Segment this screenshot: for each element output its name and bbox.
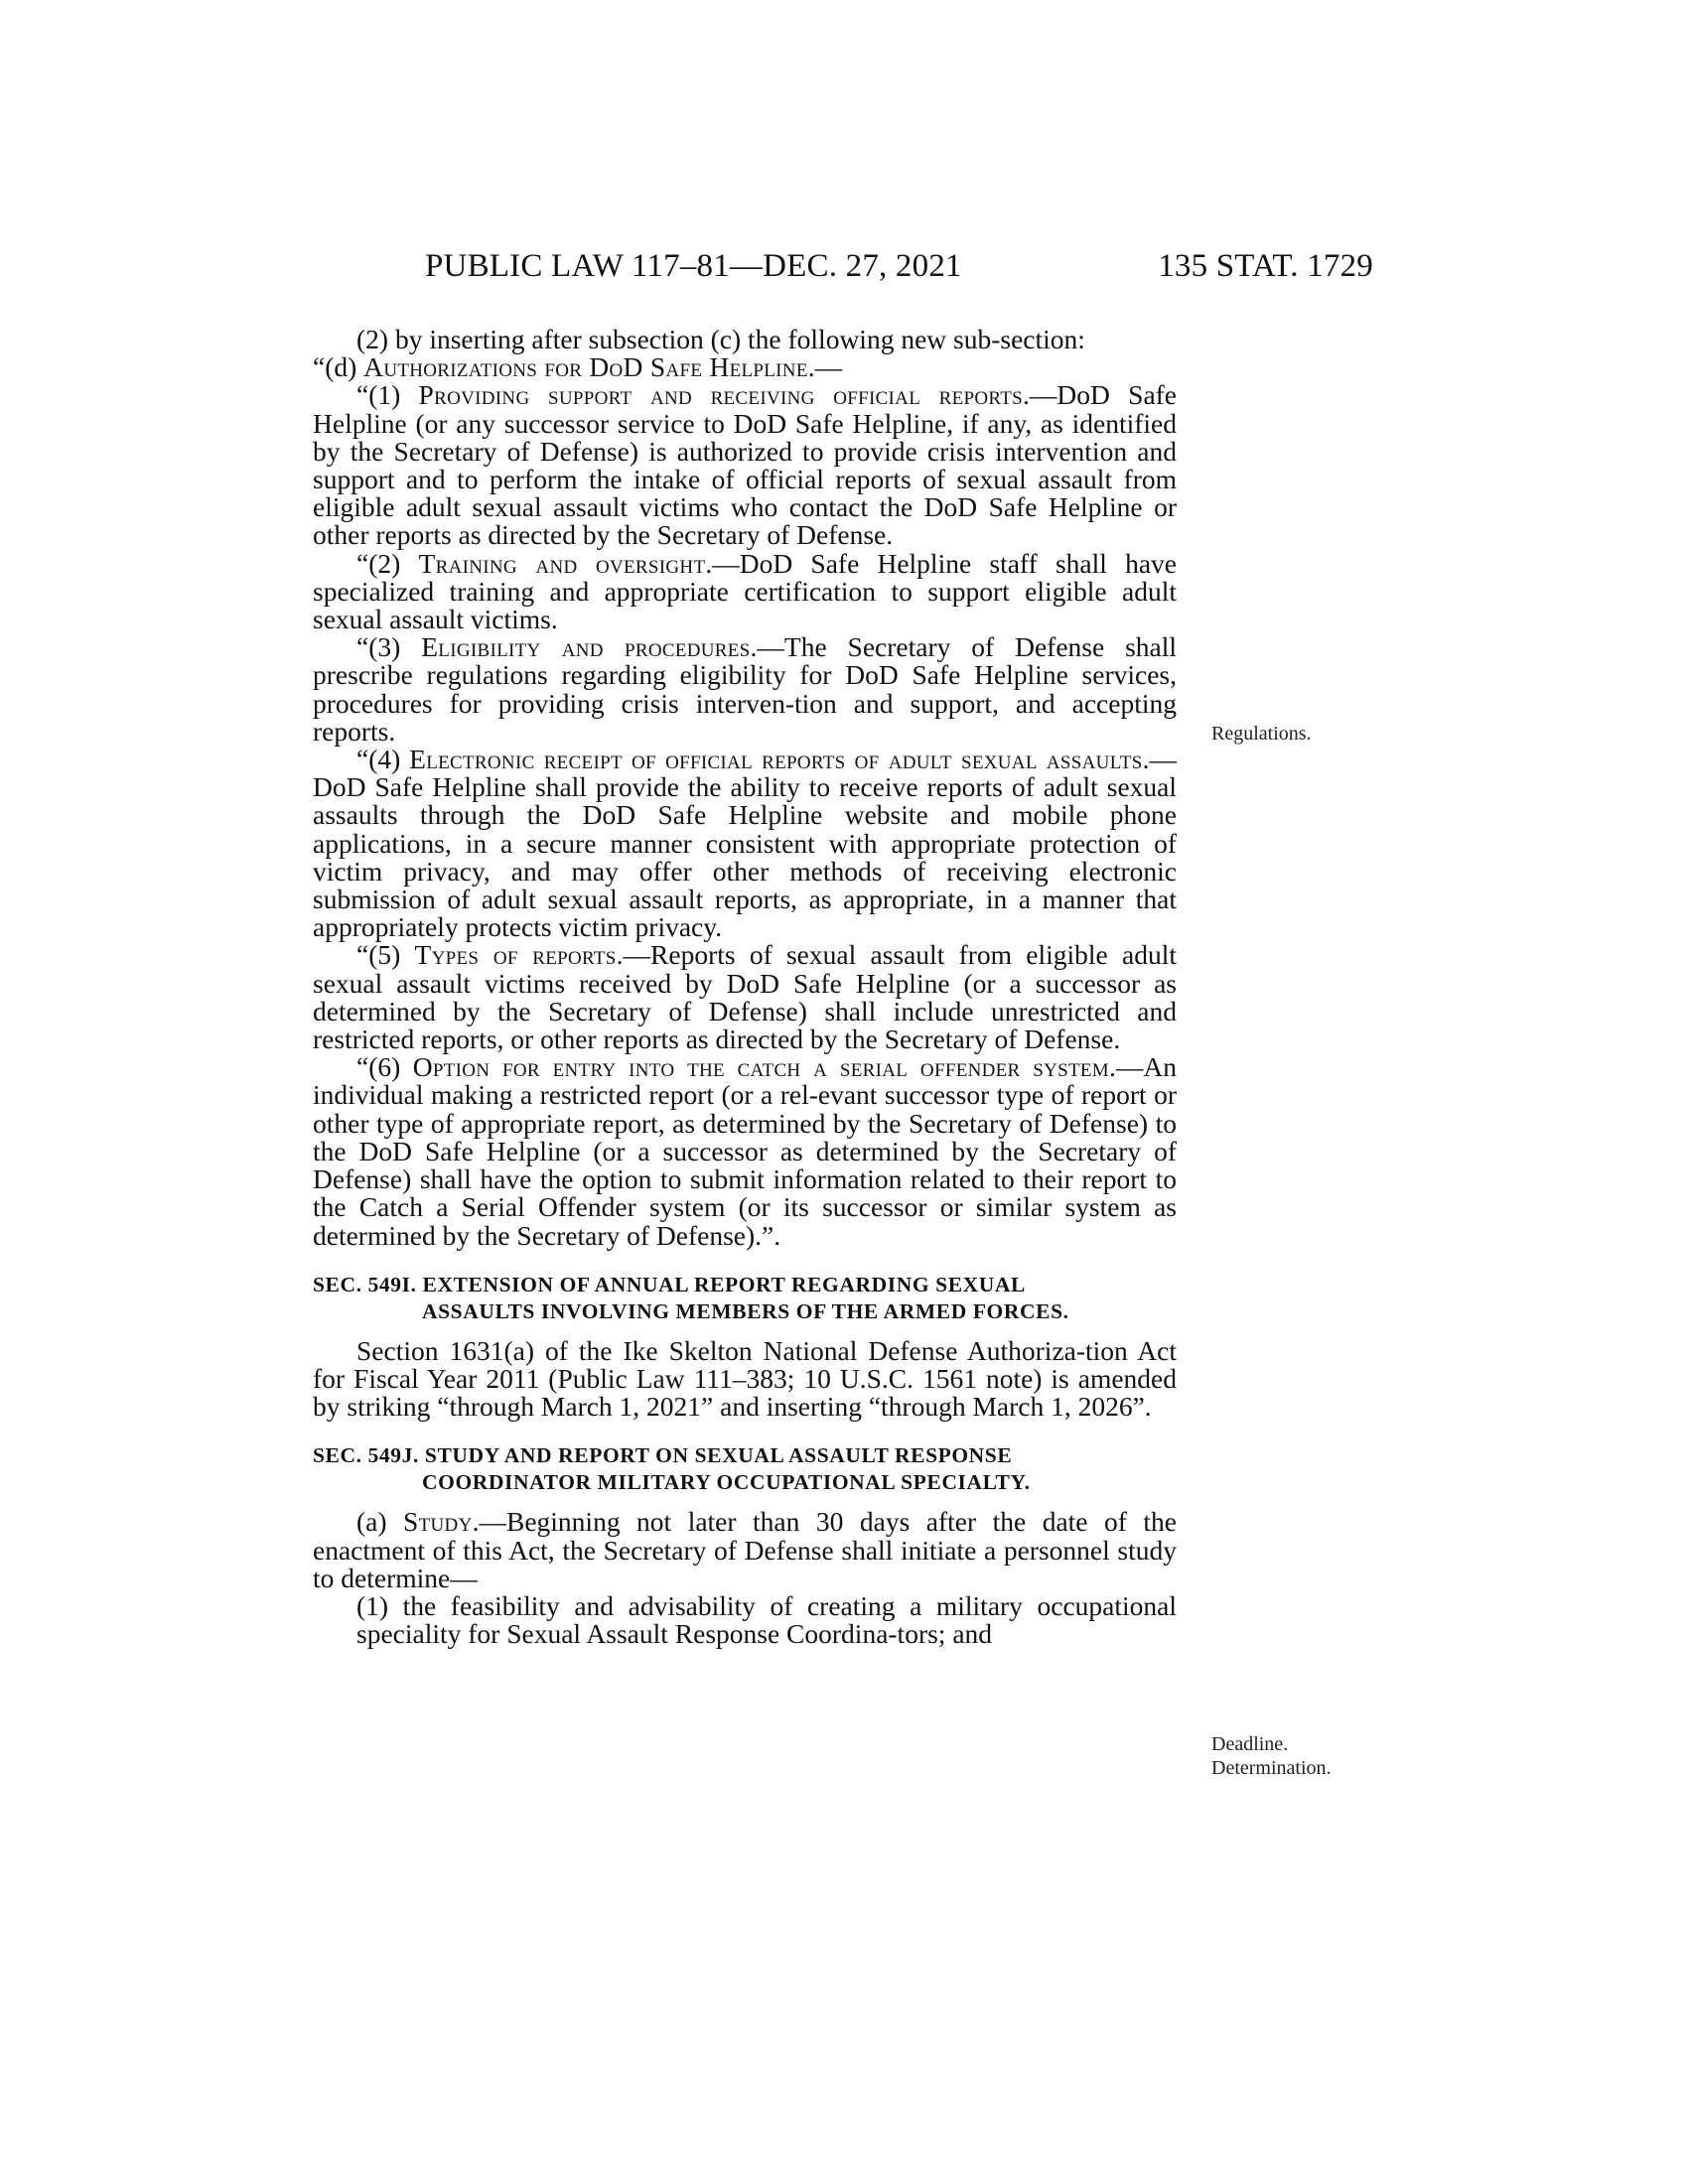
subsection-d-dash: .—: [807, 351, 843, 383]
section-549j-heading-line2: COORDINATOR MILITARY OCCUPATIONAL SPECIALTY.: [422, 1470, 1031, 1495]
paragraph-4-number: “(4): [356, 744, 401, 775]
intro-text: (2) by inserting after subsection (c) the following new sub-section:: [356, 324, 1085, 354]
paragraph-2: [313, 547, 1178, 635]
paragraph-3: [313, 633, 1177, 746]
margin-note-determination: Determination.: [1211, 1757, 1332, 1779]
subsection-d-heading: [313, 353, 1177, 381]
section-549j-heading-line1: SEC. 549J. STUDY AND REPORT ON SEXUAL ASSAULT RESPONSE: [313, 1443, 1013, 1468]
paragraph-intro: [313, 326, 1177, 353]
subsection-d-number: “(d): [313, 351, 357, 383]
paragraph-6-body: .—An individual making a restricted report (or a rel-evant successor type of report or other type of appropriate report, as determined by the Secretary of Defense) to the DoD Safe Helpline (or a successor as determined by the Secretary of Defense) shall have the option to submit information related to their report to the Catch a Serial Offender system (or its successor or similar system as determined by the Secretary of Defense).”.: [313, 1051, 1178, 1251]
paragraph-1: [313, 381, 1177, 549]
paragraph-5-body: .—Reports of sexual assault from eligible adult sexual assault victims received by DoD Safe Helpline (or a successor as determined by the Secretary of Defense) shall include unrestricted and restricted reports, or other reports as directed by the Secretary of Defense.: [313, 939, 1177, 1055]
subsection-a-heading: Study: [403, 1506, 473, 1538]
page-header: [425, 246, 1373, 286]
subsection-a-number: (a): [356, 1506, 387, 1538]
paragraph-4-heading: Electronic receipt of official reports of adult sexual assaults: [409, 744, 1143, 775]
paragraph-6: [313, 1053, 1177, 1249]
section-549i-heading-line1: SEC. 549I. EXTENSION OF ANNUAL REPORT REGARDING SEXUAL: [313, 1272, 1026, 1297]
section-549i-body: Section 1631(a) of the Ike Skelton National Defense Authoriza-tion Act for Fiscal Year 2011 (Public Law 111–383; 10 U.S.C. 1561 note) is amended by striking “through March 1, 2021” and inserting “through March 1, 2026”.: [313, 1334, 1177, 1423]
paragraph-2-body: .—DoD Safe Helpline staff shall have specialized training and appropriate certification to support eligible adult sexual assault victims.: [313, 547, 1178, 635]
paragraph-1-number: “(1): [356, 379, 401, 411]
subsection-a: [313, 1508, 1177, 1592]
section-549i-text: [313, 1334, 1177, 1423]
paragraph-1-body: .—DoD Safe Helpline (or any successor service to DoD Safe Helpline, if any, as identified by the Secretary of Defense) is authorized to provide crisis intervention and support and to perform the intake of official reports of sexual assault from eligible adult sexual assault victims who contact the DoD Safe Helpline or other reports as directed by the Secretary of Defense.: [313, 379, 1178, 551]
paragraph-3-heading: Eligibility and procedures: [421, 631, 751, 663]
paragraph-5-heading: Types of reports: [414, 939, 617, 971]
subsection-a-paragraph-1-body: (1) the feasibility and advisability of creating a military occupational speciality for Sexual Assault Response Coordina-tors; and: [356, 1589, 1177, 1650]
paragraph-3-number: “(3): [356, 631, 401, 663]
paragraph-6-heading: Option for entry into the catch a serial offender system: [412, 1051, 1110, 1083]
paragraph-2-heading: Training and oversight: [418, 547, 706, 579]
section-549j-heading: [313, 1442, 1177, 1496]
paragraph-5: [313, 941, 1177, 1053]
paragraph-6-number: “(6): [356, 1051, 401, 1083]
subsection-d-title: Authorizations for DoD Safe Helpline: [363, 351, 808, 383]
main-text: [313, 326, 1177, 1648]
running-head-title: PUBLIC LAW 117–81—DEC. 27, 2021: [425, 248, 962, 284]
paragraph-2-number: “(2): [356, 547, 401, 579]
paragraph-4-body: .—DoD Safe Helpline shall provide the ability to receive reports of adult sexual assaults through the DoD Safe Helpline website and mobile phone applications, in a secure manner consistent with appropriate protection of victim privacy, and may offer other methods of receiving electronic submission of adult sexual assault reports, as appropriate, in a manner that appropriately protects victim privacy.: [313, 744, 1178, 943]
subsection-a-body: .—Beginning not later than 30 days after the date of the enactment of this Act, the Secretary of Defense shall initiate a personnel study to determine—: [313, 1506, 1178, 1593]
margin-note-deadline: Deadline.: [1211, 1733, 1289, 1755]
statute-page-number: 135 STAT. 1729: [1158, 248, 1373, 284]
paragraph-1-heading: Providing support and receiving official reports: [418, 379, 1024, 411]
subsection-a-paragraph-1: [313, 1589, 1177, 1650]
paragraph-3-body: .—The Secretary of Defense shall prescribe regulations regarding eligibility for DoD Safe Helpline services, procedures for providing crisis interven-tion and support, and accepting reports.: [313, 631, 1178, 747]
section-549i-heading: [313, 1272, 1177, 1325]
paragraph-4: [313, 746, 1177, 941]
margin-note-regulations: Regulations.: [1211, 723, 1312, 745]
paragraph-5-number: “(5): [356, 939, 401, 971]
section-549i-heading-line2: ASSAULTS INVOLVING MEMBERS OF THE ARMED FORCES.: [422, 1298, 1069, 1323]
